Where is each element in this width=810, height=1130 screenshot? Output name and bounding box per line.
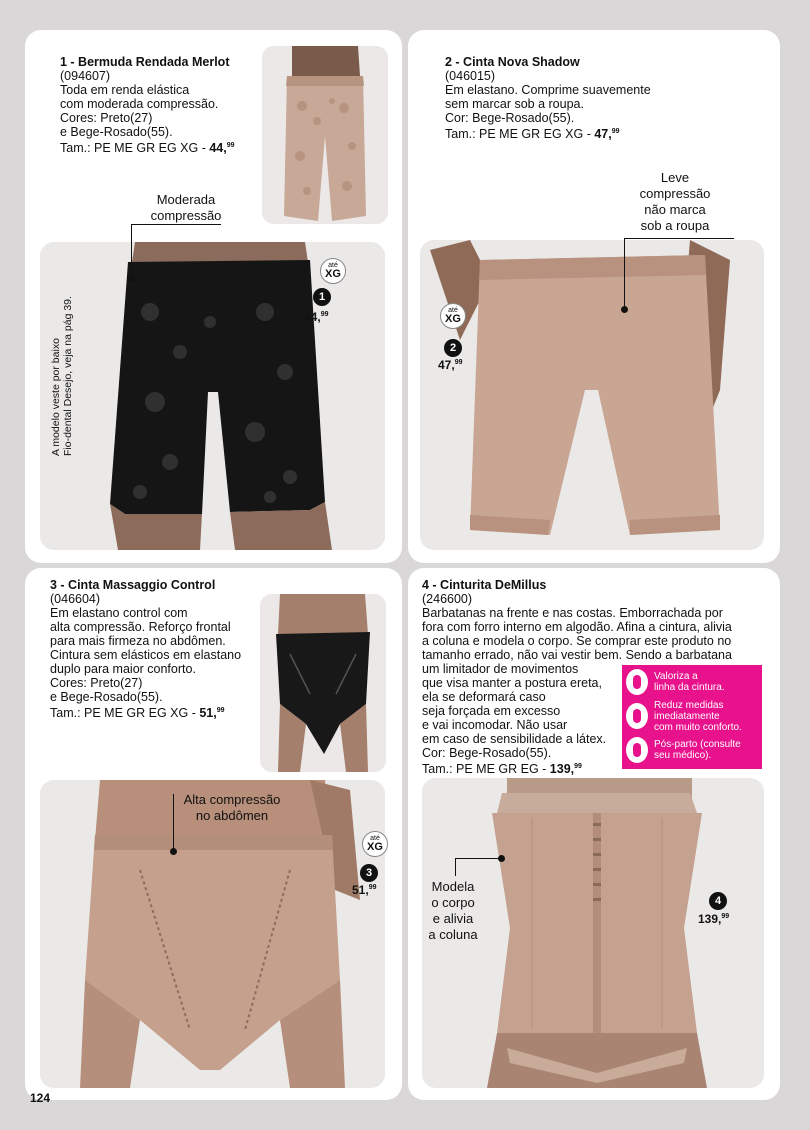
callout-dot	[621, 306, 628, 313]
size-badge: até XG	[362, 831, 388, 857]
product-3-desc-line: e Bege-Rosado(55).	[50, 690, 163, 704]
product-3-code: (046604)	[50, 592, 101, 606]
benefit-item: Reduz medidas imediatamente com muito conforto.	[622, 699, 762, 733]
product-3-info	[50, 578, 241, 720]
product-2-number-badge: 2	[444, 339, 462, 357]
product-3-desc-line: duplo para maior conforto.	[50, 662, 196, 676]
product-1-callout: Moderada compressão	[150, 192, 222, 223]
product-2-photo	[420, 240, 764, 550]
product-4-desc-line: seja forçada em excesso	[422, 704, 561, 718]
product-4-desc-line: em caso de sensibilidade a látex.	[422, 732, 607, 746]
product-1-sizes: Tam.: PE ME GR EG XG - 44,99	[60, 141, 235, 156]
product-3-callout: Alta compressão no abdômen	[183, 792, 281, 823]
callout-dot	[498, 855, 505, 862]
product-4-desc-line: Cor: Bege-Rosado(55).	[422, 746, 552, 760]
product-4-desc-line: tamanho errado, não vai vestir bem. Sendo a barbatana	[422, 648, 732, 662]
product-1-info	[60, 55, 235, 155]
benefit-item: Pós-parto (consulte seu médico).	[622, 733, 762, 767]
product-3-desc-line: Cintura sem elásticos em elastano	[50, 648, 242, 662]
postpartum-icon	[626, 737, 648, 763]
product-3-desc-line: alta compressão. Reforço frontal	[50, 620, 231, 634]
product-2-sizes: Tam.: PE ME GR EG XG - 47,99	[445, 127, 620, 142]
product-1-desc-line: com moderada compressão.	[60, 97, 219, 111]
product-4-desc-line: um limitador de movimentos	[422, 662, 579, 676]
product-3-price: 51,99	[352, 883, 377, 897]
product-3-title: 3 - Cinta Massaggio Control	[50, 578, 216, 592]
product-3-photo	[40, 780, 385, 1088]
size-badge: até XG	[440, 303, 466, 329]
product-1-title: 1 - Bermuda Rendada Merlot	[60, 55, 230, 69]
side-note: A modelo veste por baixo Fio-dental Desejo, veja na pág 39.	[50, 296, 74, 456]
product-1-desc-line: Cores: Preto(27)	[60, 111, 153, 125]
product-4-callout: Modela o corpo e alivia a coluna	[428, 879, 478, 942]
product-2-callout: Leve compressão não marca sob a roupa	[639, 170, 711, 233]
product-4-desc-line: ela se deformará caso	[422, 690, 546, 704]
product-1-desc-line: e Bege-Rosado(55).	[60, 125, 173, 139]
product-2-info	[445, 55, 651, 141]
product-2-title: 2 - Cinta Nova Shadow	[445, 55, 580, 69]
callout-line	[131, 224, 132, 277]
callout-line	[173, 794, 174, 850]
size-badge: até XG	[320, 258, 346, 284]
product-3-desc-line: para mais firmeza no abdômen.	[50, 634, 226, 648]
product-1-price: 44,99	[304, 310, 329, 324]
product-4-desc-line: a coluna e modela o corpo. Se comprar este produto no	[422, 634, 732, 648]
product-4-number-badge: 4	[709, 892, 727, 910]
callout-line	[624, 238, 734, 239]
product-4-sizes: Tam.: PE ME GR EG - 139,99	[422, 762, 582, 777]
waist-icon	[626, 669, 648, 695]
callout-dot	[170, 848, 177, 855]
benefits-box	[622, 665, 762, 769]
product-4-title: 4 - Cinturita DeMillus	[422, 578, 547, 592]
callout-line	[455, 858, 500, 859]
product-4-code: (246600)	[422, 592, 473, 606]
product-2-price: 47,99	[438, 358, 463, 372]
product-2-desc-line: sem marcar sob a roupa.	[445, 97, 584, 111]
callout-line	[624, 238, 625, 308]
product-1-number-badge: 1	[313, 288, 331, 306]
body-measure-icon	[626, 703, 648, 729]
product-1-desc-line: Toda em renda elástica	[60, 83, 190, 97]
product-3-sizes: Tam.: PE ME GR EG XG - 51,99	[50, 706, 225, 721]
product-3-desc-line: Cores: Preto(27)	[50, 676, 143, 690]
product-4-desc-line: e vai incomodar. Não usar	[422, 718, 568, 732]
product-3-number-badge: 3	[360, 864, 378, 882]
product-4-desc-line: que visa manter a postura ereta,	[422, 676, 602, 690]
callout-line	[131, 224, 221, 225]
product-4-desc-line: Barbatanas na frente e nas costas. Emborrachada por	[422, 606, 723, 620]
product-2-desc-line: Em elastano. Comprime suavemente	[445, 83, 651, 97]
product-4-price: 139,99	[698, 912, 730, 926]
product-4-desc-line: fora com forro interno em algodão. Afina a cintura, alivia	[422, 620, 732, 634]
page-number: 124	[30, 1091, 51, 1105]
callout-dot	[128, 275, 135, 282]
product-2-desc-line: Cor: Bege-Rosado(55).	[445, 111, 575, 125]
product-1-thumbnail	[262, 46, 388, 224]
product-1-photo	[40, 242, 385, 550]
callout-line	[455, 858, 456, 876]
product-3-thumbnail	[260, 594, 386, 772]
product-1-code: (094607)	[60, 69, 111, 83]
benefit-item: Valoriza a linha da cintura.	[622, 665, 762, 699]
product-2-code: (046015)	[445, 69, 496, 83]
product-3-desc-line: Em elastano control com	[50, 606, 188, 620]
